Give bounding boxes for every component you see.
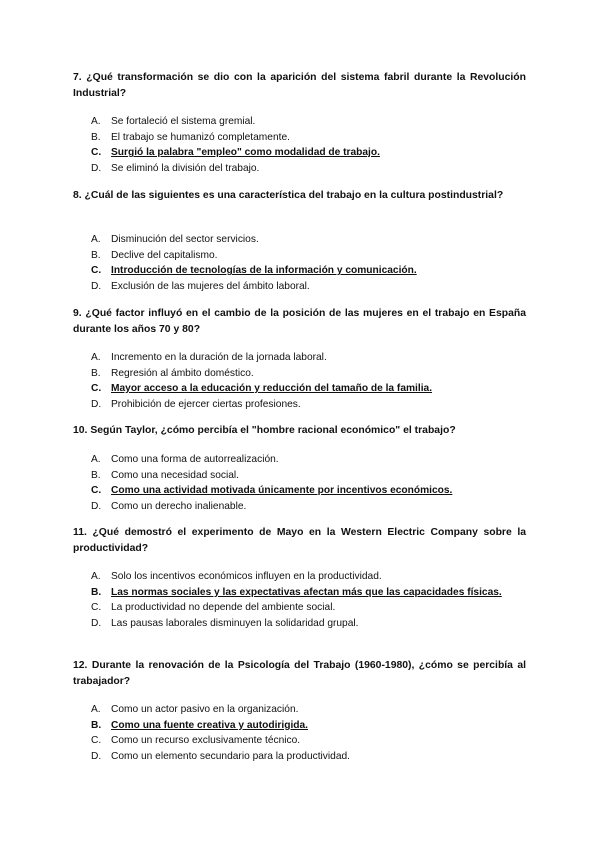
answer-options xyxy=(91,350,529,412)
option-letter: D. xyxy=(91,162,102,174)
option-text: Como una forma de autorrealización. xyxy=(111,454,279,465)
question-text: 8. ¿Cuál de las siguientes es una característica del trabajo en la cultura postindustrial? xyxy=(73,190,504,201)
question-12 xyxy=(73,658,526,762)
option-text: Regresión al ámbito doméstico. xyxy=(111,367,254,379)
option-text: Introducción de tecnologías de la información y comunicación. xyxy=(111,265,417,277)
option-letter: A. xyxy=(91,116,101,127)
option-letter: D. xyxy=(91,617,102,629)
option-letter: B. xyxy=(91,586,102,598)
question-text: 11. ¿Qué demostró el experimento de Mayo en la Western Electric Company sobre la productividad? xyxy=(73,527,526,554)
option-letter: A. xyxy=(91,454,101,465)
option-letter: A. xyxy=(91,704,101,715)
option-letter: D. xyxy=(91,750,102,762)
option-text: Como un elemento secundario para la productividad. xyxy=(111,750,350,762)
option-text: Como un actor pasivo en la organización. xyxy=(111,704,299,715)
option-letter: D. xyxy=(91,500,102,512)
option-letter: C. xyxy=(91,735,102,747)
option-text: Mayor acceso a la educación y reducción del tamaño de la familia. xyxy=(111,383,433,395)
option-b xyxy=(91,248,529,264)
option-c-correct xyxy=(91,381,529,397)
option-b-correct xyxy=(91,718,529,734)
option-letter: A. xyxy=(91,571,101,582)
option-letter: B. xyxy=(91,131,101,143)
option-c xyxy=(91,733,529,749)
option-text: Las normas sociales y las expectativas afectan más que las capacidades físicas. xyxy=(111,586,502,598)
option-letter: A. xyxy=(91,352,101,363)
question-text: 10. Según Taylor, ¿cómo percibía el "hombre racional económico" el trabajo? xyxy=(73,425,456,436)
option-text: Se eliminó la división del trabajo. xyxy=(111,162,260,174)
question-11 xyxy=(73,525,526,629)
question-10 xyxy=(73,423,526,512)
option-letter: B. xyxy=(91,719,102,731)
option-b xyxy=(91,468,529,484)
option-text: Como una actividad motivada únicamente por incentivos económicos. xyxy=(111,485,453,497)
option-a xyxy=(91,452,529,468)
option-a xyxy=(91,702,529,718)
option-letter: D. xyxy=(91,280,102,292)
option-text: Se fortaleció el sistema gremial. xyxy=(111,116,256,127)
option-letter: B. xyxy=(91,469,101,481)
answer-options xyxy=(91,232,529,294)
option-letter: C. xyxy=(91,147,102,159)
option-d xyxy=(91,749,529,765)
option-letter: C. xyxy=(91,383,102,395)
option-c-correct xyxy=(91,263,529,279)
option-letter: C. xyxy=(91,602,102,614)
answer-options xyxy=(91,114,529,176)
option-d xyxy=(91,499,529,515)
option-c-correct xyxy=(91,483,529,499)
option-text: Como un derecho inalienable. xyxy=(111,500,247,512)
option-d xyxy=(91,397,529,413)
question-text: 9. ¿Qué factor influyó en el cambio de la posición de las mujeres en el trabajo en España durante los años 70 y 80? xyxy=(73,308,526,335)
option-c-correct xyxy=(91,145,529,161)
option-b xyxy=(91,366,529,382)
option-text: Las pausas laborales disminuyen la solidaridad grupal. xyxy=(111,617,359,629)
option-text: Surgió la palabra "empleo" como modalidad de trabajo. xyxy=(111,147,380,159)
option-b xyxy=(91,130,529,146)
answer-options xyxy=(91,452,529,514)
option-text: Como un recurso exclusivamente técnico. xyxy=(111,735,301,747)
option-text: Incremento en la duración de la jornada laboral. xyxy=(111,352,327,363)
option-d xyxy=(91,161,529,177)
option-letter: B. xyxy=(91,367,101,379)
answer-options xyxy=(91,569,529,631)
option-text: Como una fuente creativa y autodirigida. xyxy=(111,719,308,731)
option-text: Como una necesidad social. xyxy=(111,469,239,481)
option-letter: B. xyxy=(91,249,101,261)
option-letter: C. xyxy=(91,485,102,497)
option-letter: C. xyxy=(91,265,102,277)
option-d xyxy=(91,616,529,632)
option-a xyxy=(91,350,529,366)
option-text: Exclusión de las mujeres del ámbito laboral. xyxy=(111,280,310,292)
option-letter: A. xyxy=(91,234,101,245)
option-d xyxy=(91,279,529,295)
question-7 xyxy=(73,70,526,174)
option-text: Declive del capitalismo. xyxy=(111,249,218,261)
option-text: Prohibición de ejercer ciertas profesiones. xyxy=(111,398,301,410)
question-9 xyxy=(73,306,526,410)
option-text: El trabajo se humanizó completamente. xyxy=(111,131,290,143)
option-b-correct xyxy=(91,585,529,601)
question-text: 7. ¿Qué transformación se dio con la aparición del sistema fabril durante la Revolución Industrial? xyxy=(73,72,526,99)
option-a xyxy=(91,114,529,130)
answer-options xyxy=(91,702,529,764)
option-text: La productividad no depende del ambiente social. xyxy=(111,602,336,614)
option-a xyxy=(91,569,529,585)
option-a xyxy=(91,232,529,248)
option-text: Disminución del sector servicios. xyxy=(111,234,259,245)
option-text: Solo los incentivos económicos influyen en la productividad. xyxy=(111,571,382,582)
option-letter: D. xyxy=(91,398,102,410)
option-c xyxy=(91,600,529,616)
question-text: 12. Durante la renovación de la Psicología del Trabajo (1960-1980), ¿cómo se percibía al trabajador? xyxy=(73,660,526,687)
question-8 xyxy=(73,188,526,292)
